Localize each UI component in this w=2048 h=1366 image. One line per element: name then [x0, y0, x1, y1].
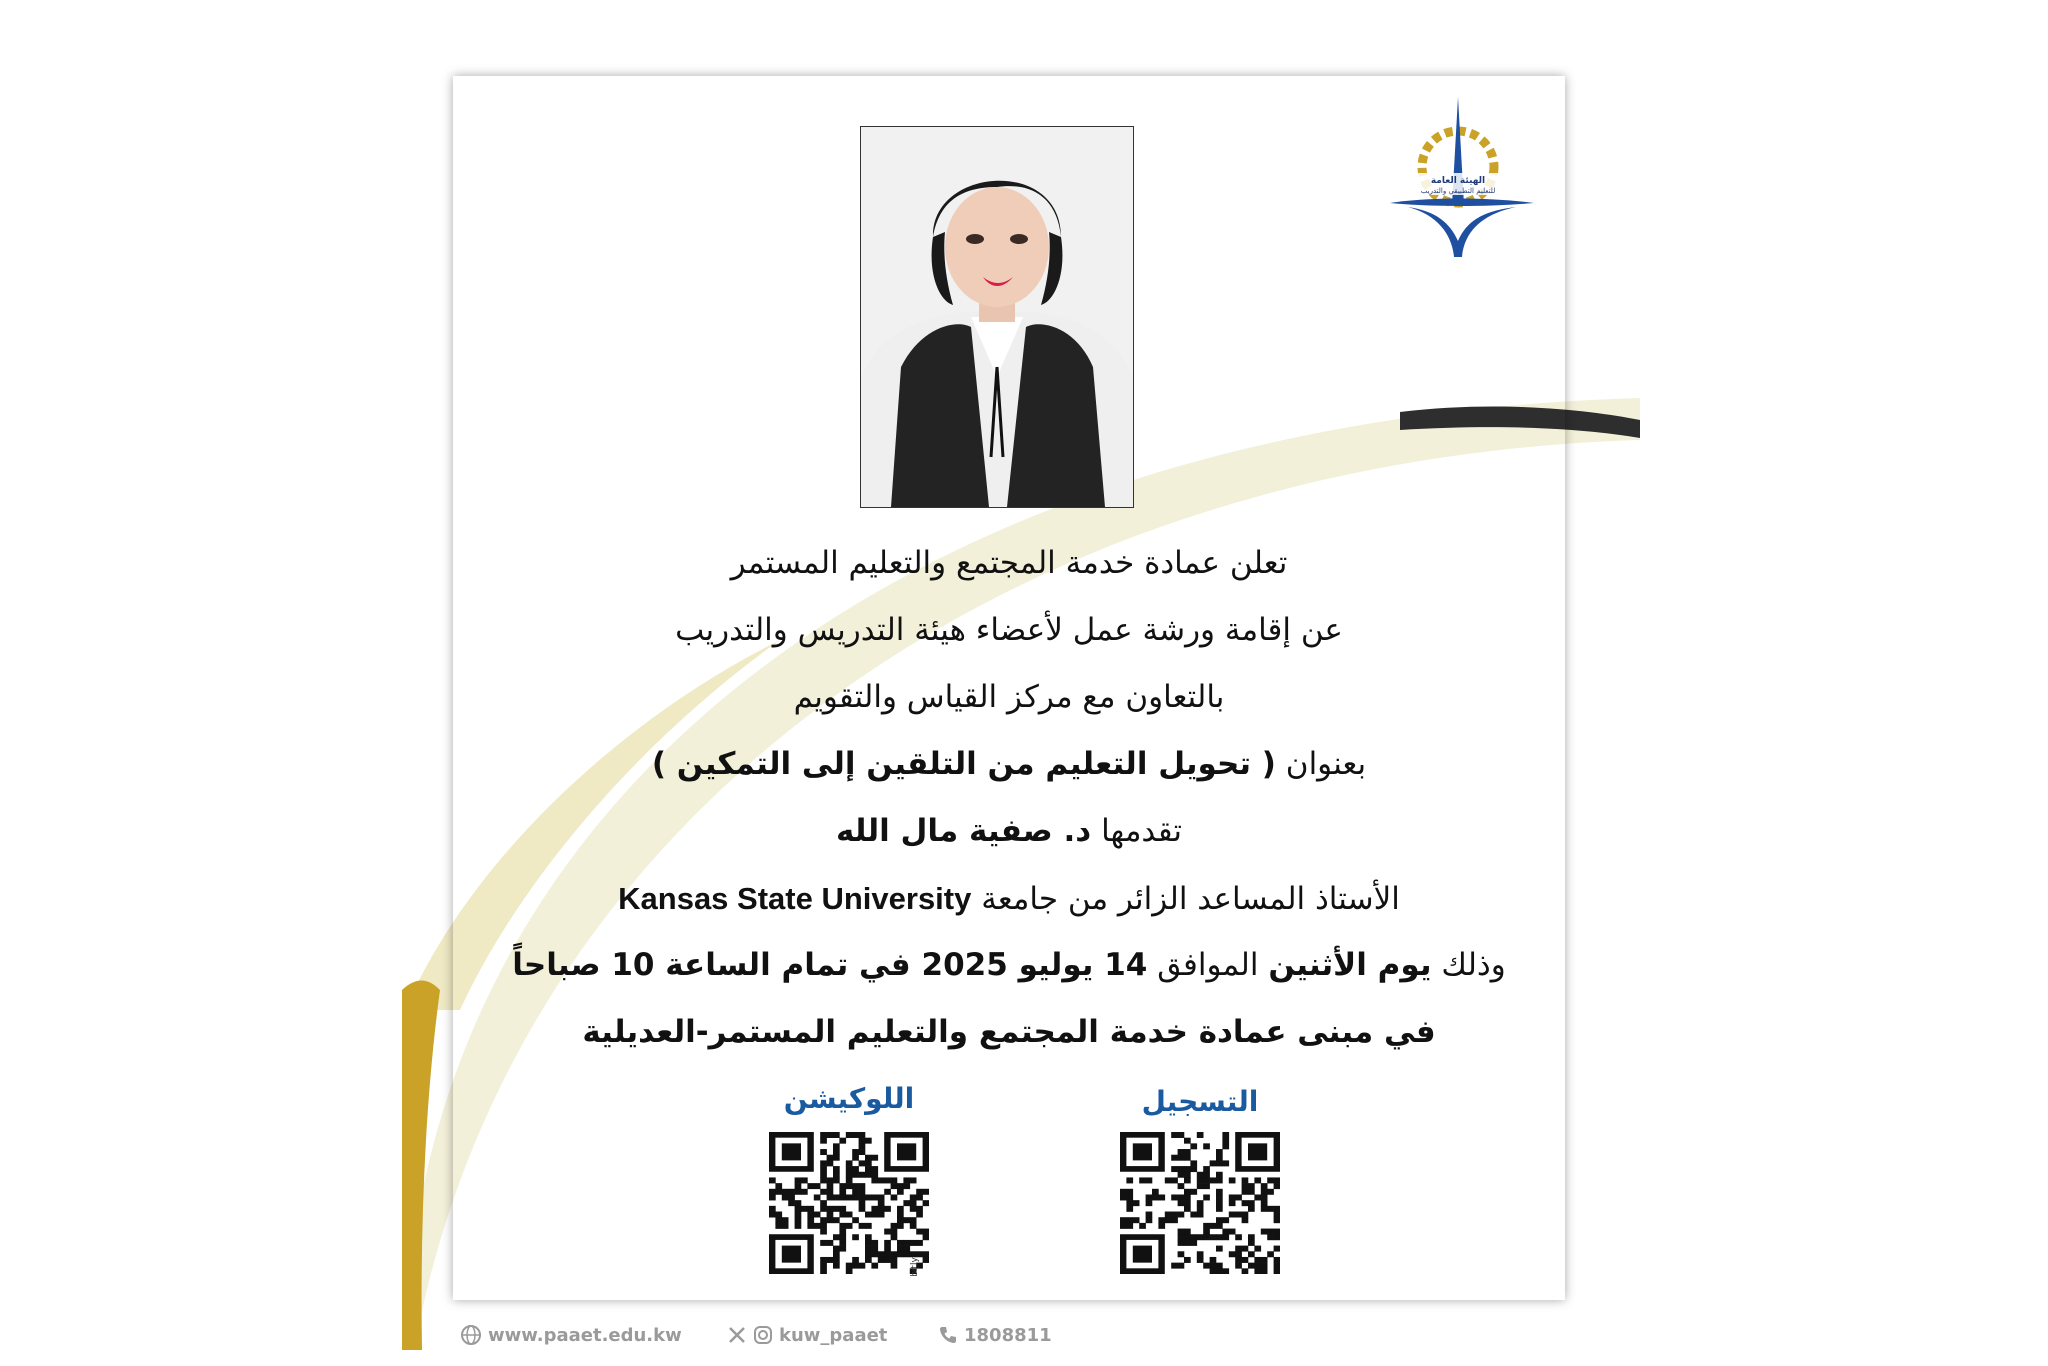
line-cooperation: بالتعاون مع مركز القياس والتقويم: [793, 679, 1225, 715]
svg-text:الهيئة العامة: الهيئة العامة: [1430, 176, 1486, 186]
title-prefix: بعنوان: [1285, 746, 1367, 782]
footer-phone[interactable]: [938, 1320, 1052, 1350]
date-c: الموافق: [1157, 947, 1259, 983]
presenter-prefix: تقدمها: [1101, 813, 1183, 849]
website-url: www.paaet.edu.kw: [488, 1324, 682, 1346]
date-details: 14 يوليو 2025 في تمام الساعة 10 صباحاً: [512, 947, 1148, 983]
x-icon: [727, 1325, 747, 1345]
university-name: Kansas State University: [618, 881, 972, 916]
footer-website[interactable]: [460, 1320, 682, 1350]
phone-icon: [938, 1325, 958, 1345]
line-deanship: تعلن عمادة خدمة المجتمع والتعليم المستمر: [730, 545, 1288, 581]
workshop-title: ( تحويل التعليم من التلقين إلى التمكين ): [651, 746, 1276, 782]
line-workshop: عن إقامة ورشة عمل لأعضاء هيئة التدريس والتدريب: [675, 612, 1343, 648]
line-university: [453, 865, 1565, 932]
line-presenter: [453, 798, 1565, 865]
globe-icon: [460, 1324, 482, 1346]
line-date-time: [453, 932, 1565, 999]
bitly-badge: bitly: [909, 1257, 920, 1277]
svg-text:للتعليم التطبيقي والتدريب: للتعليم التطبيقي والتدريب: [1420, 187, 1496, 195]
location-label: اللوكيشن: [783, 1082, 915, 1115]
registration-qr-code[interactable]: [1120, 1132, 1280, 1274]
speaker-photo: [860, 126, 1134, 508]
university-prefix: الأستاذ المساعد الزائر من جامعة: [981, 881, 1400, 917]
paaet-logo: [1388, 95, 1536, 259]
footer-social[interactable]: [727, 1320, 887, 1350]
announcement-text: [453, 530, 1565, 1066]
instagram-icon: [753, 1325, 773, 1345]
phone-number: 1808811: [964, 1324, 1052, 1346]
line-venue: في مبنى عمادة خدمة المجتمع والتعليم المستمر-العديلية: [582, 1014, 1436, 1050]
registration-label: التسجيل: [1141, 1085, 1259, 1118]
date-a: وذلك: [1441, 947, 1506, 983]
location-qr-code[interactable]: [769, 1132, 929, 1274]
date-day: يوم الأثنين: [1268, 947, 1432, 983]
social-handle: kuw_paaet: [779, 1324, 888, 1346]
presenter-name: د. صفية مال الله: [835, 813, 1092, 849]
line-title: [453, 731, 1565, 798]
